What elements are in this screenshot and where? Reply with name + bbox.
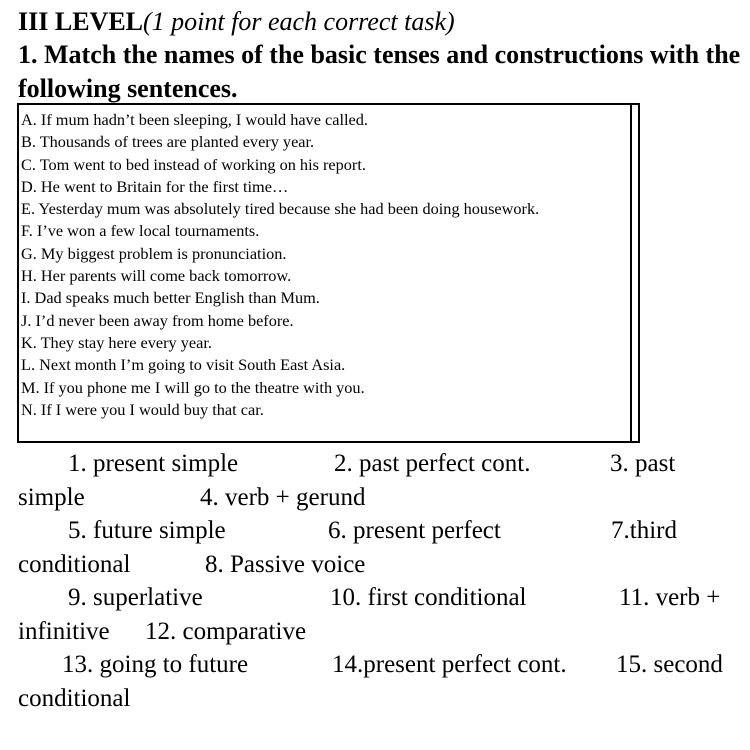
option-5: 5. future simple [68, 517, 226, 544]
option-11-part1: 11. verb + [619, 584, 721, 611]
sentence-g: G. My biggest problem is pronunciation. [21, 243, 287, 263]
sentence-i: I. Dad speaks much better English than Mum. [21, 288, 320, 308]
option-11-part2: infinitive [18, 617, 110, 645]
sentence-d: D. He went to Britain for the first time… [21, 176, 289, 196]
option-9: 9. superlative [68, 584, 203, 611]
option-6: 6. present perfect [328, 517, 501, 544]
sentence-l: L. Next month I’m going to visit South East Asia. [21, 355, 346, 375]
sentence-k: K. They stay here every year. [21, 332, 212, 352]
option-15-part1: 15. second [616, 651, 723, 678]
sentences-box [17, 103, 640, 443]
option-10: 10. first conditional [330, 584, 527, 611]
option-13: 13. going to future [62, 651, 249, 678]
options-line-1 [18, 447, 743, 481]
option-3-part2: simple [18, 483, 85, 511]
option-7-part2: conditional [18, 550, 131, 578]
option-15-part2: conditional [18, 684, 131, 712]
sentence-j: J. I’d never been away from home before. [21, 310, 294, 330]
sentence-n: N. If I were you I would buy that car. [21, 399, 264, 419]
options-line-6 [18, 615, 743, 649]
sentence-m: M. If you phone me I will go to the theatre with you. [21, 377, 365, 397]
box-double-border [630, 105, 632, 441]
task-title: 1. Match the names of the basic tenses and constructions with the following sentences. [18, 40, 741, 103]
options-list [18, 447, 743, 715]
options-line-5 [18, 581, 743, 615]
options-line-8 [18, 682, 743, 716]
option-3-part1: 3. past [610, 450, 676, 477]
level-heading [18, 6, 455, 38]
sentence-c: C. Tom went to bed instead of working on his report. [21, 154, 366, 174]
option-1: 1. present simple [68, 450, 239, 477]
option-8: 8. Passive voice [205, 550, 366, 578]
sentence-f: F. I’ve won a few local tournaments. [21, 221, 260, 241]
level-label: III LEVEL [18, 7, 143, 36]
sentence-list [19, 105, 638, 421]
option-14: 14.present perfect cont. [332, 651, 567, 678]
sentence-h: H. Her parents will come back tomorrow. [21, 266, 292, 286]
option-4: 4. verb + gerund [200, 483, 366, 511]
sentence-e: E. Yesterday mum was absolutely tired because she had been doing housework. [21, 199, 540, 219]
option-12: 12. comparative [145, 617, 307, 645]
option-7-part1: 7.third [611, 517, 677, 544]
options-line-7 [18, 648, 743, 682]
options-line-2 [18, 481, 743, 515]
sentence-b: B. Thousands of trees are planted every year. [21, 132, 315, 152]
options-line-3 [18, 514, 743, 548]
sentence-a: A. If mum hadn’t been sleeping, I would have called. [21, 110, 368, 129]
points-note: (1 point for each correct task) [143, 7, 455, 36]
options-line-4 [18, 548, 743, 582]
option-2: 2. past perfect cont. [334, 450, 531, 477]
